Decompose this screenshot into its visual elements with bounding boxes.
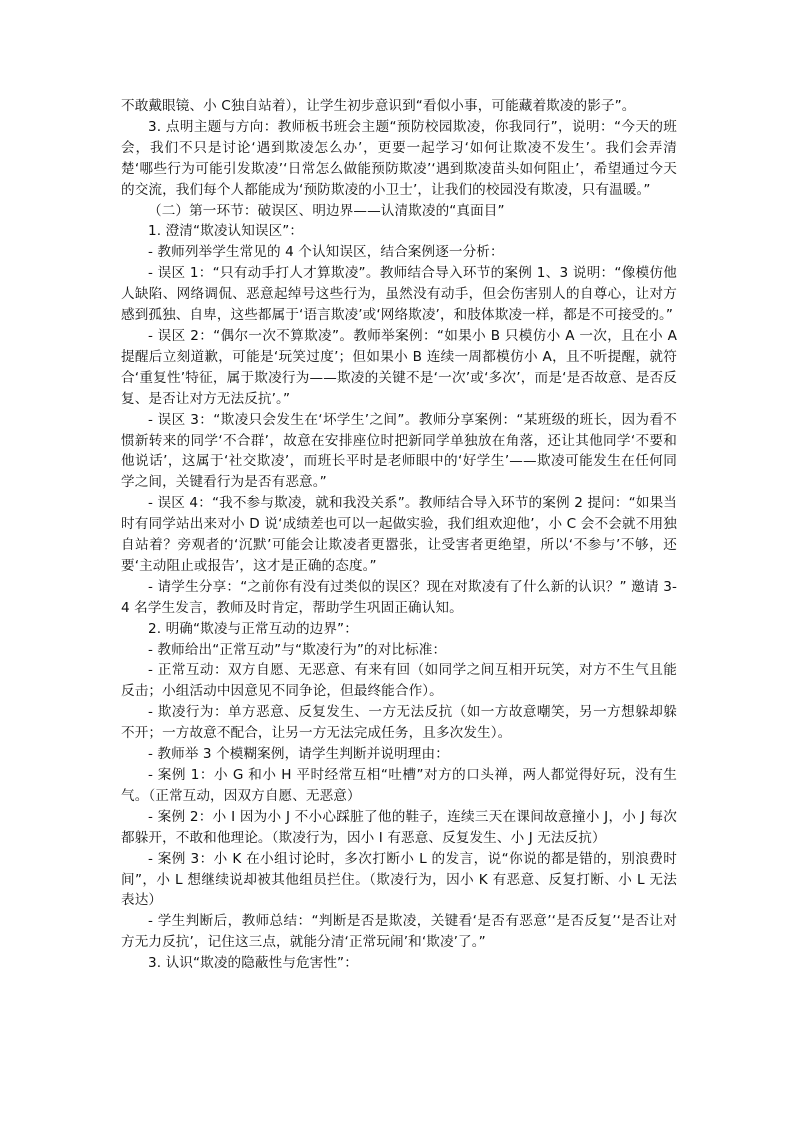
list-item: - 案例 2：小 I 因为小 J 不小心踩脏了他的鞋子，连续三天在课间故意撞小 J，小 J 每次都躲开，不敢和他理论。（欺凌行为，因小 I 有恶意、反复发生、小 J 无法反抗） bbox=[121, 808, 677, 846]
list-item: - 教师给出“正常互动”与“欺凌行为”的对比标准： bbox=[148, 641, 447, 658]
list-item: - 误区 2：“偶尔一次不算欺凌”。教师举案例：“如果小 B 只模仿小 A 一次，且在小 A 提醒后立刻道歉，可能是‘玩笑过度’；但如果小 B 连续一周都模仿小 A，且不听提醒，就符合‘重复性’特征，属于欺凌行为——欺凌的关键不是‘一次’或‘多次’，而是‘是否故意、是否反复、是否让对方无法反抗’。” bbox=[121, 327, 677, 407]
list-item: - 请学生分享：“之前你有没有过类似的误区？现在对欺凌有了什么新的认识？” 邀请 3-4 名学生发言，教师及时肯定，帮助学生巩固正确认知。 bbox=[121, 578, 677, 616]
subheading-boundaries: 2. 明确“欺凌与正常互动的边界”： bbox=[148, 620, 358, 637]
list-item: - 教师举 3 个模糊案例，请学生判断并说明理由： bbox=[148, 746, 449, 763]
list-item: - 正常互动：双方自愿、无恶意、有来有回（如同学之间互相开玩笑，对方不生气且能反击；小组活动中因意见不同争论，但最终能合作）。 bbox=[121, 662, 677, 700]
subheading-misconceptions: 1. 澄清“欺凌认知误区”： bbox=[148, 223, 304, 240]
list-item: - 学生判断后，教师总结：“判断是否是欺凌，关键看‘是否有恶意’‘是否反复’‘是否让对方无力反抗’，记住这三点，就能分清‘正常玩闹’和‘欺凌’了。” bbox=[121, 913, 677, 951]
document-body bbox=[121, 96, 677, 974]
list-item: - 案例 1：小 G 和小 H 平时经常互相“吐槽”对方的口头禅，两人都觉得好玩，没有生气。（正常互动，因双方自愿、无恶意） bbox=[121, 767, 677, 804]
subheading-hidden-harm: 3. 认识“欺凌的隐蔽性与危害性”： bbox=[148, 955, 358, 972]
list-item: - 欺凌行为：单方恶意、反复发生、一方无法反抗（如一方故意嘲笑，另一方想躲却躲不开；一方故意不配合，让另一方无法完成任务，且多次发生）。 bbox=[121, 704, 677, 742]
list-item: - 案例 3：小 K 在小组讨论时，多次打断小 L 的发言，说“你说的都是错的，别浪费时间”，小 L 想继续说却被其他组员拦住。（欺凌行为，因小 K 有恶意、反复打断、小 L 无法表达） bbox=[121, 850, 677, 909]
paragraph-theme: 3. 点明主题与方向：教师板书班会主题“预防校园欺凌，你我同行”，说明：“今天的班会，我们不只是讨论‘遇到欺凌怎么办’，更要一起学习‘如何让欺凌不发生’。我们会弄清楚‘哪些行为可能引发欺凌’‘日常怎么做能预防欺凌’‘遇到欺凌苗头如何阻止’，希望通过今天的交流，我们每个人都能成为‘预防欺凌的小卫士’，让我们的校园没有欺凌，只有温暖。” bbox=[121, 118, 677, 198]
list-item: - 误区 1：“只有动手打人才算欺凌”。教师结合导入环节的案例 1、3 说明：“像模仿他人缺陷、网络调侃、恶意起绰号这些行为，虽然没有动手，但会伤害别人的自尊心，让对方感到孤独、自卑，这些都属于‘语言欺凌’或‘网络欺凌’，和肢体欺凌一样，都是不可接受的。” bbox=[121, 265, 677, 324]
section-heading: （二）第一环节：破误区、明边界——认清欺凌的“真面目” bbox=[148, 202, 505, 219]
list-item: - 误区 4：“我不参与欺凌，就和我没关系”。教师结合导入环节的案例 2 提问：“如果当时有同学站出来对小 D 说‘成绩差也可以一起做实验，我们组欢迎他’，小 C 会不会就不用独自站着？旁观者的‘沉默’可能会让欺凌者更嚣张，让受害者更绝望，所以‘不参与’不够，还要‘主动阻止或报告’，这才是正确的态度。” bbox=[121, 495, 677, 574]
list-item: - 误区 3：“欺凌只会发生在‘坏学生’之间”。教师分享案例：“某班级的班长，因为看不惯新转来的同学‘不合群’，故意在安排座位时把新同学单独放在角落，还让其他同学‘不要和他说话’，这属于‘社交欺凌’，而班长平时是老师眼中的‘好学生’——欺凌可能发生在任何同学之间，关键看行为是否有恶意。” bbox=[121, 411, 677, 491]
paragraph-intro-end: 不敢戴眼镜、小 C独自站着），让学生初步意识到“看似小事，可能藏着欺凌的影子”。 bbox=[121, 98, 636, 114]
list-item: - 教师列举学生常见的 4 个认知误区，结合案例逐一分析： bbox=[148, 244, 504, 261]
